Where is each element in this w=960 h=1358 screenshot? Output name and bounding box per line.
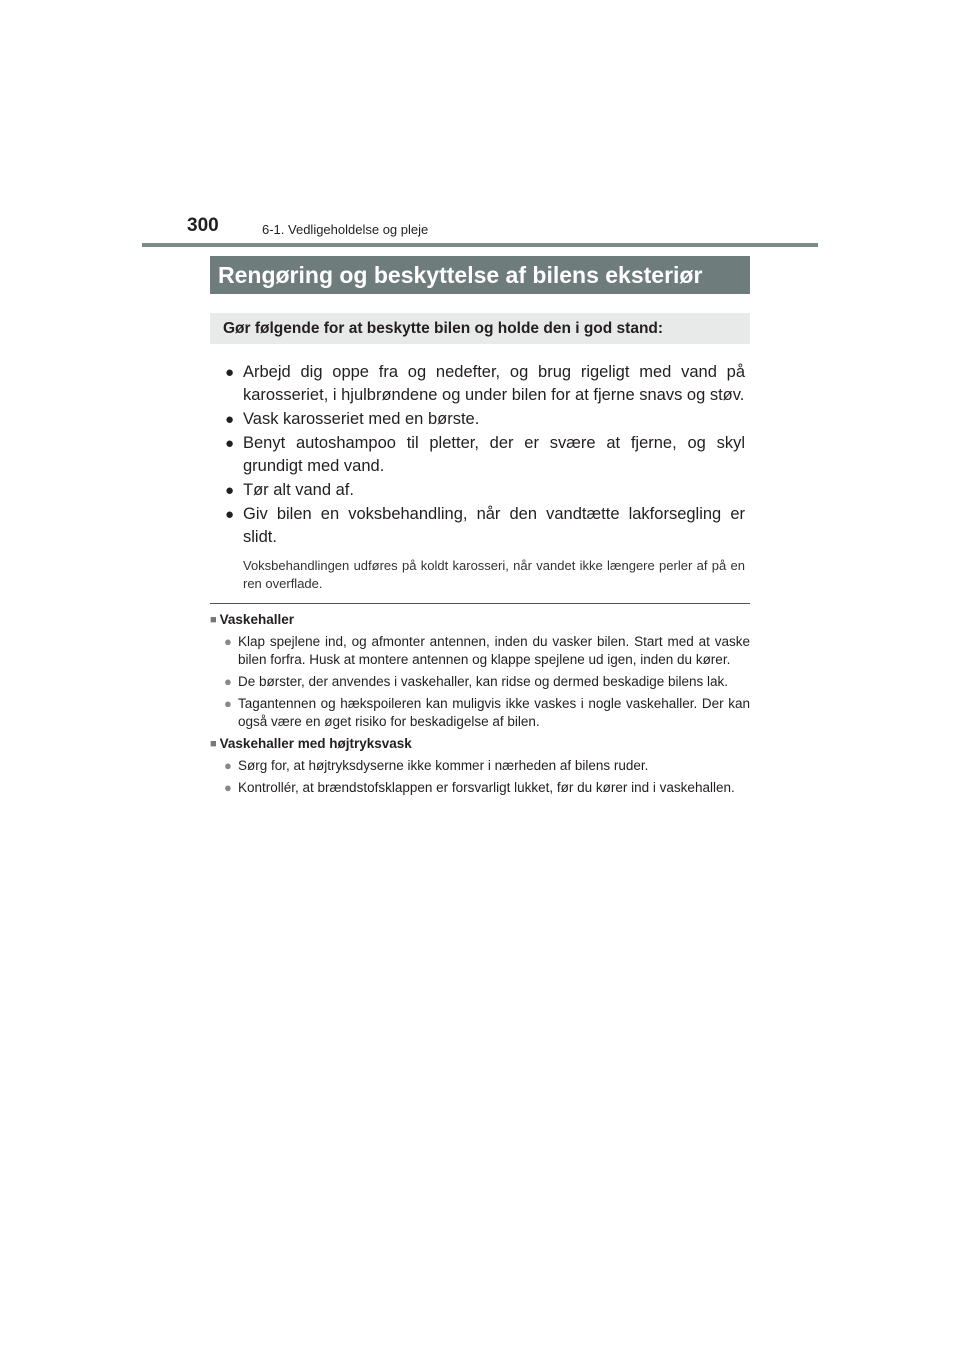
page-title: Rengøring og beskyttelse af bilens eksteriør (210, 256, 750, 294)
header-rule (142, 243, 818, 247)
page-number: 300 (187, 215, 219, 236)
bullet-icon: ● (225, 482, 235, 499)
page-header (142, 215, 818, 247)
bullet-icon: ● (224, 696, 232, 711)
list-item (225, 503, 745, 549)
info-item-text: Tagantennen og hækspoileren kan muligvis ikke vaskes i nogle vaskehaller. Der kan også være en øget risiko for beskadigelse af bilen. (238, 696, 750, 729)
info-item (210, 673, 750, 691)
info-item-text: Sørg for, at højtryksdyserne ikke kommer i nærheden af bilens ruder. (238, 758, 649, 773)
list-item-text: Tør alt vand af. (243, 481, 354, 499)
info-item-text: De børster, der anvendes i vaskehaller, kan ridse og dermed beskadige bilens lak. (238, 674, 729, 689)
info-heading (210, 611, 750, 630)
info-heading-text: Vaskehaller med højtryksvask (219, 736, 412, 751)
bullet-icon: ● (224, 758, 232, 773)
square-bullet-icon: ■ (210, 614, 217, 626)
square-bullet-icon: ■ (210, 738, 217, 750)
info-sections (210, 610, 750, 801)
list-item-text: Giv bilen en voksbehandling, når den vandtætte lakforsegling er slidt. (243, 505, 745, 546)
bullet-icon: ● (225, 364, 235, 381)
list-item (225, 479, 745, 502)
bullet-icon: ● (224, 780, 232, 795)
list-item (225, 361, 745, 407)
section-label: 6-1. Vedligeholdelse og pleje (262, 222, 429, 237)
list-item-text: Benyt autoshampoo til pletter, der er svære at fjerne, og skyl grundigt med vand. (243, 434, 745, 475)
bullet-icon: ● (225, 411, 235, 428)
info-heading (210, 735, 750, 754)
info-item (210, 779, 750, 797)
bullet-icon: ● (225, 435, 235, 452)
list-item (225, 408, 745, 431)
list-item-text: Arbejd dig oppe fra og nedefter, og brug rigeligt med vand på karosseriet, i hjulbrøndene og under bilen for at fjerne snavs og støv. (243, 363, 745, 404)
section-divider (210, 603, 750, 604)
bullet-icon: ● (225, 506, 235, 523)
info-item-text: Kontrollér, at brændstofsklappen er forsvarligt lukket, før du kører ind i vaskehallen. (238, 780, 735, 795)
info-item-text: Klap spejlene ind, og afmonter antennen, inden du vasker bilen. Start med at vaske bilen forfra. Husk at montere antennen og klappe spejlene ud igen, inden du kører. (238, 634, 750, 667)
main-list (225, 361, 745, 593)
bullet-icon: ● (224, 674, 232, 689)
info-item (210, 757, 750, 775)
wax-note: Voksbehandlingen udføres på koldt karosseri, når vandet ikke længere perler af på en ren overflade. (243, 558, 745, 591)
list-item (225, 432, 745, 478)
list-item-text: Vask karosseriet med en børste. (243, 410, 480, 428)
intro-box: Gør følgende for at beskytte bilen og holde den i god stand: (210, 313, 750, 344)
info-item (210, 633, 750, 669)
info-heading-text: Vaskehaller (219, 612, 294, 627)
bullet-icon: ● (224, 634, 232, 649)
info-item (210, 695, 750, 731)
